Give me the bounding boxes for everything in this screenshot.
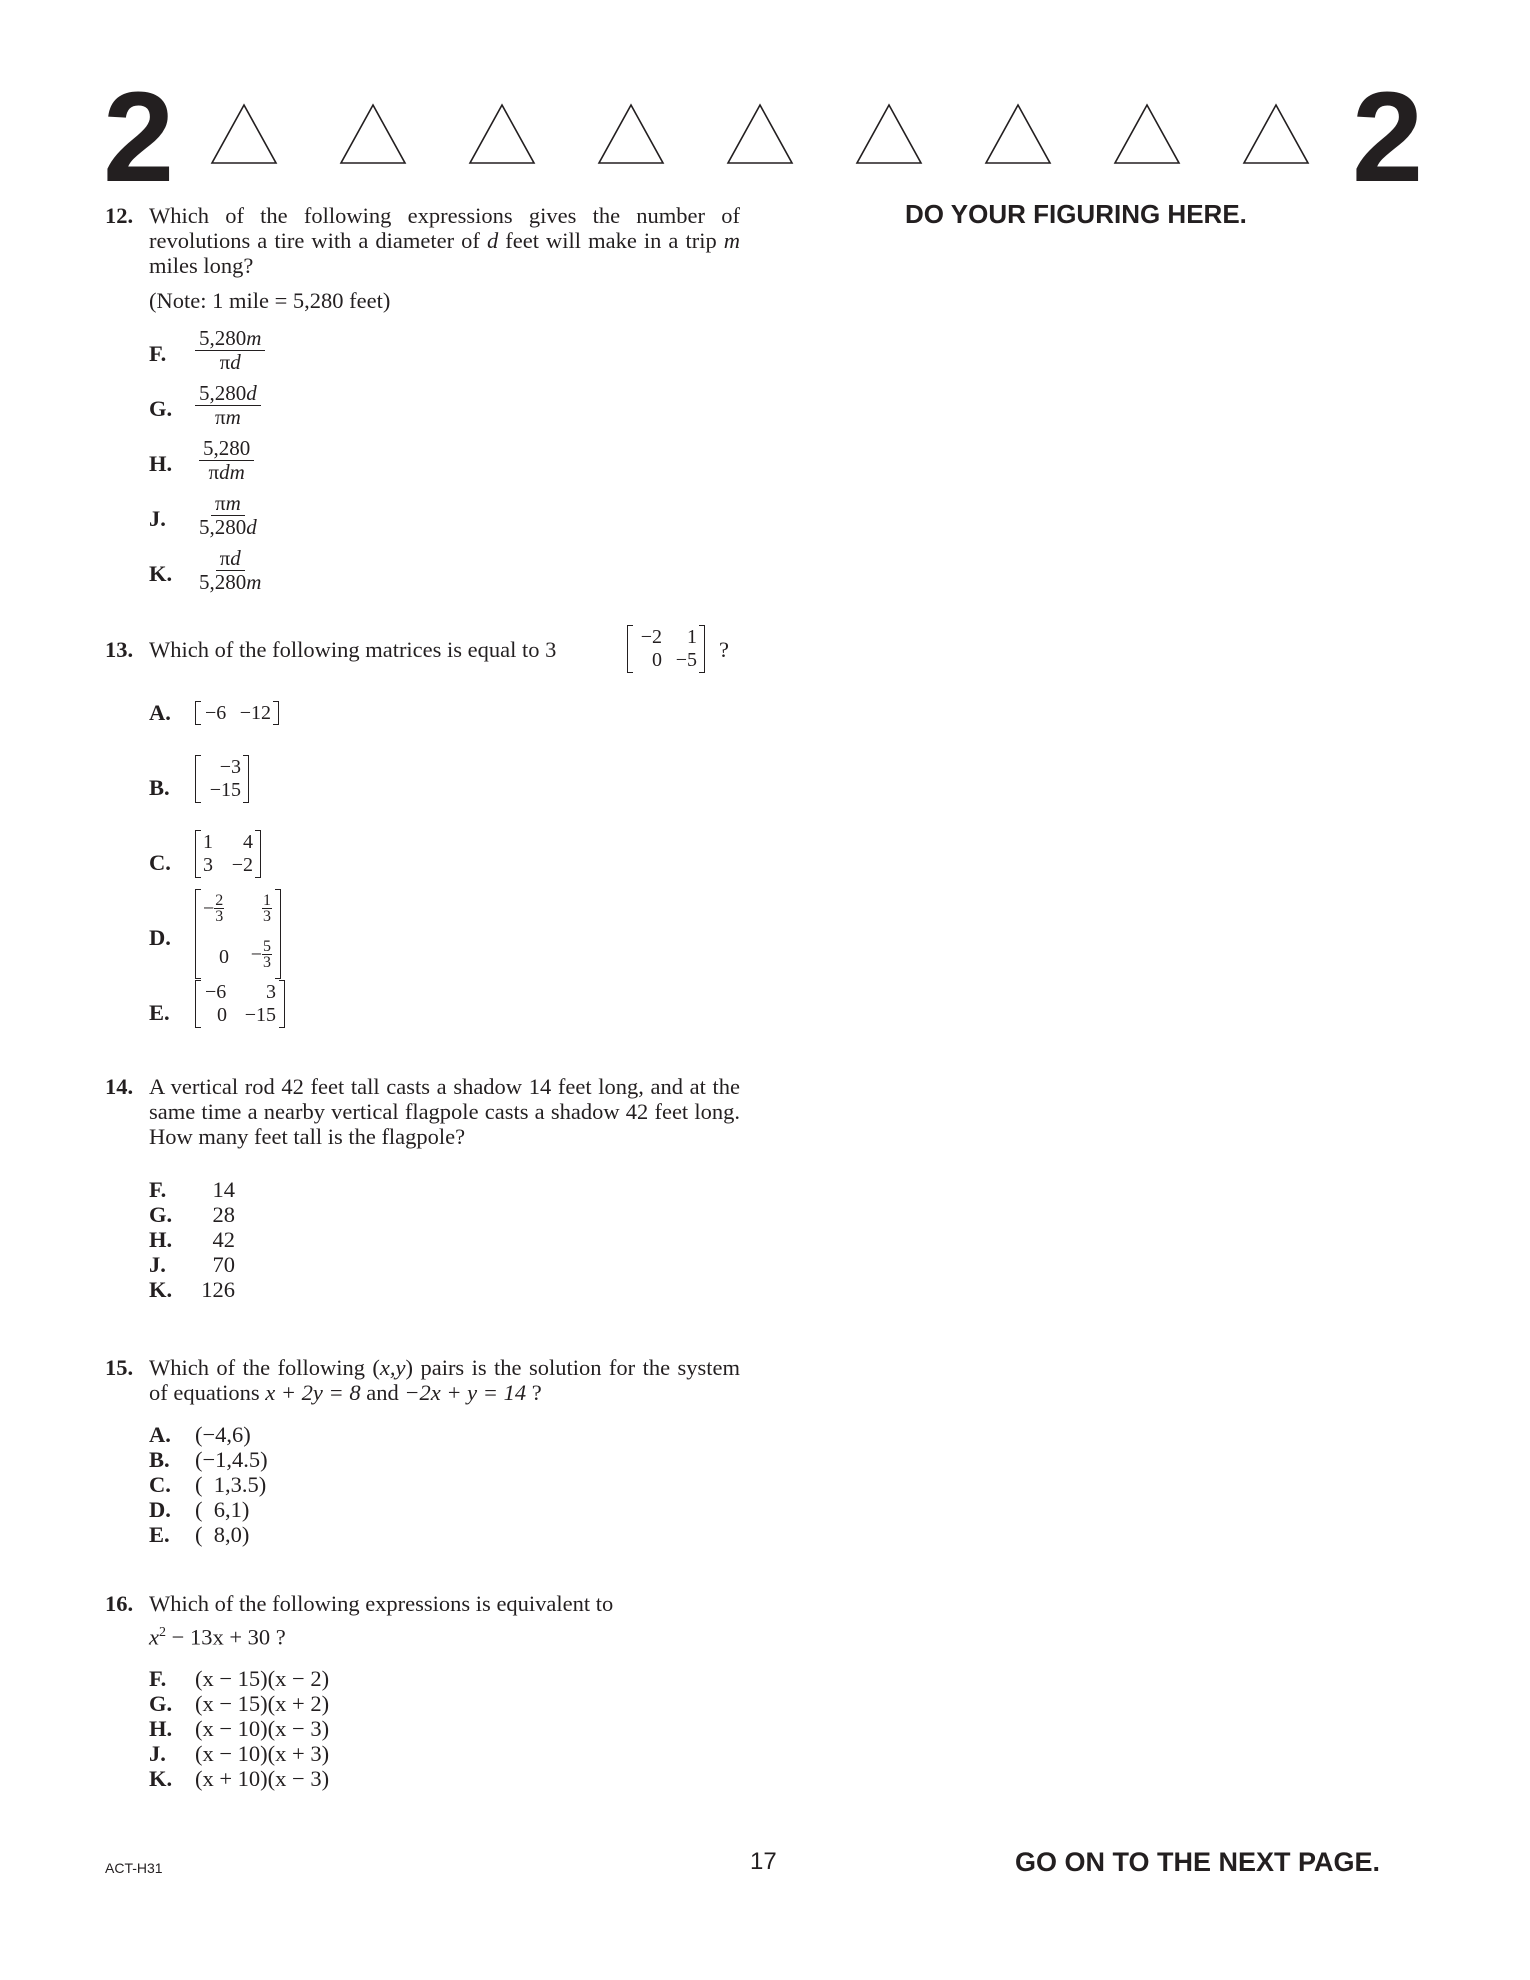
matrix-cell: −12 [239, 702, 271, 724]
q15-options [149, 1422, 268, 1547]
triangle-icon [210, 103, 278, 165]
answer-option[interactable] [149, 892, 271, 971]
triangle-icon [468, 103, 536, 165]
triangle-icon [855, 103, 923, 165]
fraction-denominator: 3 [263, 908, 271, 925]
matrix-cell: 0 [219, 946, 229, 968]
denominator-variable: dm [219, 460, 245, 484]
fraction-numerator: 1 [263, 892, 271, 909]
fraction-denominator: 3 [263, 954, 271, 971]
denominator-variable: m [225, 405, 241, 429]
answer-option[interactable] [149, 1716, 329, 1741]
question-15 [105, 1355, 740, 1405]
answer-option[interactable] [149, 1766, 329, 1791]
option-matrix [195, 701, 279, 725]
matrix-minus: − [203, 897, 215, 920]
answer-option[interactable] [149, 1741, 329, 1766]
option-label: D. [149, 925, 171, 950]
numerator: π [219, 546, 231, 570]
question-text: Which of the following expressions gives the number of revolutions a tire with a diameter of [149, 203, 740, 253]
option-value: (x − 15)(x + 2) [195, 1691, 330, 1716]
matrix-cell: −3 [219, 756, 241, 778]
denominator-variable: d [230, 350, 241, 374]
numerator: 5,280 [203, 436, 251, 460]
option-value: (−1,4.5) [195, 1447, 268, 1472]
question-text: Which of the following ( [149, 1355, 380, 1380]
numerator: 5,280 [199, 381, 247, 405]
denominator: π [219, 350, 231, 374]
option-label: G. [149, 1202, 173, 1227]
question-text: Which of the following expressions is equivalent to [149, 1591, 614, 1616]
question-text: A vertical rod 42 feet tall casts a shadow 14 feet long, and at the same time a nearby vertical flagpole casts a shadow 42 feet long. How many feet tall is the flagpole? [149, 1074, 740, 1149]
question-number: 12. [105, 203, 134, 228]
option-label: E. [149, 1000, 170, 1025]
q16-options [149, 1666, 329, 1791]
option-label: H. [149, 1227, 173, 1252]
matrix-cell: 0 [652, 649, 662, 671]
matrix-cell: 3 [266, 981, 276, 1003]
section-number-right: 2 [1352, 66, 1424, 209]
fraction-denominator: 3 [215, 908, 224, 925]
option-label: B. [149, 1447, 170, 1472]
option-fraction [195, 327, 265, 374]
section-number-left: 2 [103, 66, 175, 209]
answer-option[interactable] [149, 1666, 329, 1691]
question-number: 16. [105, 1591, 134, 1616]
test-code: ACT-H31 [105, 1860, 163, 1876]
option-label: C. [149, 850, 171, 875]
option-label: J. [149, 1252, 166, 1277]
option-value: (−4,6) [195, 1422, 251, 1447]
matrix-cell: 1 [203, 831, 213, 853]
numerator: 5,280 [199, 326, 247, 350]
denominator-variable: d [246, 515, 257, 539]
question-number: 14. [105, 1074, 134, 1099]
numerator-variable: d [246, 381, 257, 405]
matrix-cell: −2 [231, 854, 253, 876]
answer-option[interactable] [149, 326, 262, 374]
triangle-icon [726, 103, 794, 165]
question-16 [105, 1591, 740, 1650]
option-label: F. [149, 1666, 167, 1691]
question-text: Which of the following matrices is equal to 3 [149, 637, 557, 662]
matrix-cell: 0 [217, 1004, 227, 1026]
option-label: A. [149, 700, 171, 725]
question-14 [105, 1074, 740, 1149]
option-label: K. [149, 561, 173, 586]
figuring-label: DO YOUR FIGURING HERE. [905, 199, 1247, 229]
option-fraction [195, 382, 261, 429]
option-value: 70 [212, 1252, 235, 1277]
option-label: D. [149, 1497, 171, 1522]
page-number: 17 [750, 1848, 777, 1875]
answer-option[interactable] [149, 1691, 329, 1716]
matrix-cell: −15 [209, 779, 241, 801]
answer-option[interactable] [149, 1227, 235, 1252]
triangle-icon [984, 103, 1052, 165]
next-page-label: GO ON TO THE NEXT PAGE. [1015, 1847, 1381, 1877]
option-value: (x − 15)(x − 2) [195, 1666, 330, 1691]
equation: −2x + y = 14 [404, 1380, 527, 1405]
option-label: A. [149, 1422, 171, 1447]
question-text: feet will make in a trip [498, 228, 724, 253]
question-variable: x,y [379, 1355, 406, 1380]
question-note: (Note: 1 mile = 5,280 feet) [149, 288, 391, 313]
option-matrix [195, 889, 281, 979]
fraction-numerator: 2 [215, 892, 224, 909]
option-value: ( 6,1) [195, 1497, 250, 1522]
denominator-variable: m [246, 570, 262, 594]
answer-option[interactable] [149, 756, 241, 801]
option-label: H. [149, 451, 173, 476]
denominator: π [208, 460, 220, 484]
option-matrix [195, 755, 249, 803]
triangle-icon [339, 103, 407, 165]
matrix-cell: −2 [640, 626, 662, 648]
question-matrix [627, 625, 705, 673]
answer-option[interactable] [149, 1497, 268, 1522]
answer-option[interactable] [149, 491, 257, 539]
matrix-cell: −5 [675, 649, 697, 671]
option-label: G. [149, 1691, 173, 1716]
matrix-cell: 3 [203, 854, 213, 876]
option-value: 42 [212, 1227, 235, 1252]
option-value: 126 [201, 1277, 235, 1302]
answer-option[interactable] [149, 436, 251, 484]
option-fraction [195, 492, 261, 539]
answer-option[interactable] [149, 1472, 268, 1497]
option-label: J. [149, 506, 166, 531]
option-label: K. [149, 1766, 173, 1791]
numerator-variable: m [225, 491, 241, 515]
question-number: 13. [105, 637, 134, 662]
answer-option[interactable] [149, 1422, 268, 1447]
question-mark: ? [526, 1380, 542, 1405]
option-fraction [195, 547, 265, 594]
option-label: B. [149, 775, 170, 800]
numerator-variable: d [230, 546, 241, 570]
question-13 [105, 626, 740, 671]
answer-option[interactable] [149, 1202, 235, 1227]
option-value: (x − 10)(x + 3) [195, 1741, 330, 1766]
option-label: G. [149, 396, 173, 421]
option-value: (x + 10)(x − 3) [195, 1766, 330, 1791]
question-mark: ? [719, 637, 729, 662]
triangle-icon [597, 103, 665, 165]
option-label: H. [149, 1716, 173, 1741]
question-number: 15. [105, 1355, 134, 1380]
question-text: and [360, 1380, 405, 1405]
question-12 [105, 203, 740, 313]
answer-option[interactable] [149, 1177, 235, 1202]
option-value: ( 1,3.5) [195, 1472, 267, 1497]
triangle-icon [1113, 103, 1181, 165]
matrix-cell: 4 [243, 831, 253, 853]
matrix-cell: −15 [244, 1004, 276, 1026]
equation: x + 2y = 8 [265, 1380, 361, 1405]
matrix-cell: −6 [205, 702, 227, 724]
answer-option[interactable] [149, 1252, 235, 1277]
option-label: F. [149, 341, 167, 366]
answer-option[interactable] [149, 546, 262, 594]
expression-variable: x [149, 1624, 159, 1650]
answer-option[interactable] [149, 1447, 268, 1472]
option-label: F. [149, 1177, 167, 1202]
matrix-minus: − [250, 943, 262, 966]
fraction-numerator: 5 [263, 938, 271, 955]
numerator-variable: m [246, 326, 262, 350]
denominator: 5,280 [199, 515, 247, 539]
answer-option[interactable] [149, 1277, 235, 1302]
option-value: ( 8,0) [195, 1522, 250, 1547]
question-text: ) pairs is the solution for the system of equations [149, 1355, 740, 1405]
option-value: (x − 10)(x − 3) [195, 1716, 330, 1741]
matrix-cell: −6 [205, 981, 227, 1003]
expression-exponent: 2 [159, 1625, 166, 1640]
q14-options [149, 1177, 235, 1302]
denominator: π [214, 405, 226, 429]
question-expression [149, 1620, 740, 1650]
denominator: 5,280 [199, 570, 247, 594]
option-fraction [199, 437, 254, 484]
answer-option[interactable] [149, 1522, 268, 1547]
question-text: miles long? [149, 253, 254, 278]
option-value: 14 [212, 1177, 235, 1202]
option-label: E. [149, 1522, 170, 1547]
option-label: J. [149, 1741, 166, 1766]
answer-option[interactable] [149, 831, 253, 876]
answer-option[interactable] [149, 981, 276, 1026]
triangle-icon [1242, 103, 1310, 165]
option-label: C. [149, 1472, 171, 1497]
question-variable: m [723, 228, 740, 253]
option-matrix [195, 980, 285, 1028]
answer-option[interactable] [149, 381, 257, 429]
option-matrix [195, 830, 261, 878]
matrix-cell: 1 [687, 626, 697, 648]
answer-option[interactable] [149, 700, 271, 725]
question-variable: d [486, 228, 499, 253]
numerator: π [214, 491, 226, 515]
option-label: K. [149, 1277, 173, 1302]
expression-text: − 13x + 30 ? [166, 1624, 286, 1650]
option-value: 28 [212, 1202, 235, 1227]
